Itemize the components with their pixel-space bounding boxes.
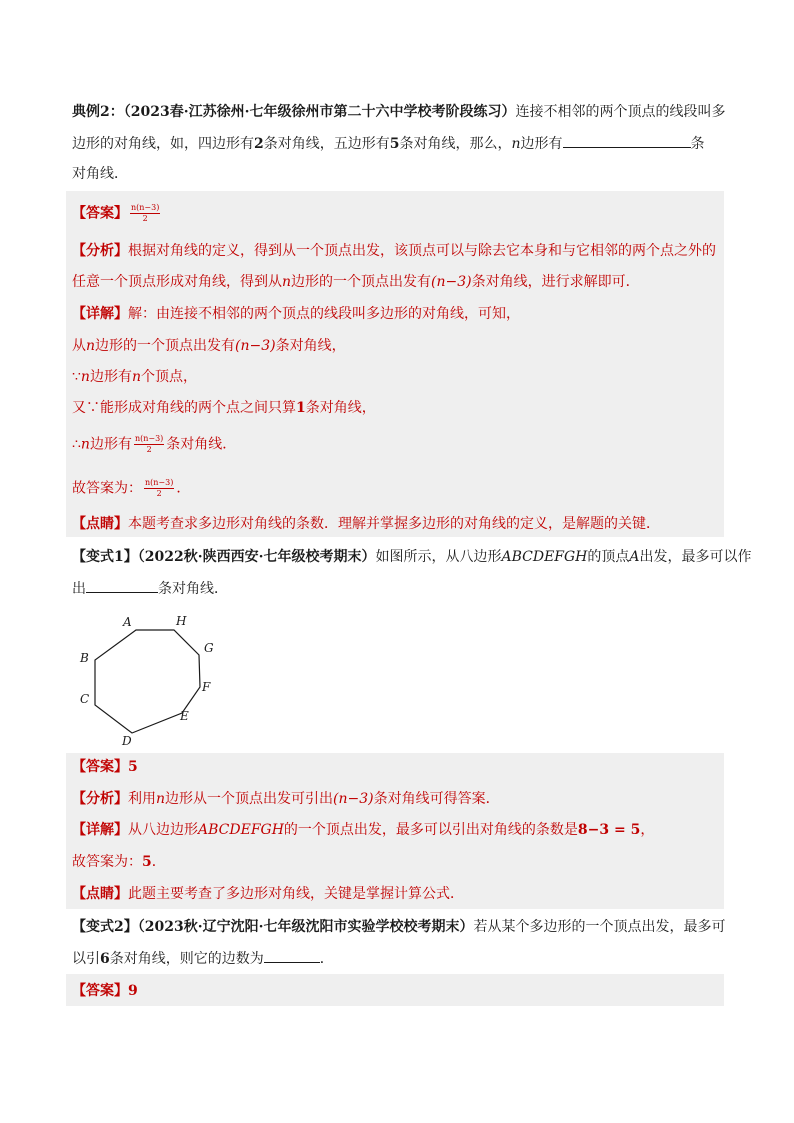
variant1-label: 【变式1】	[72, 549, 138, 565]
question-text: 条对角线，那么，	[399, 136, 512, 152]
variant2-solution-box	[66, 974, 724, 1006]
variant1-question-line1	[72, 547, 752, 567]
variant1-answer	[72, 757, 138, 777]
therefore-symbol: ∴	[72, 436, 81, 453]
detail-text: ，	[640, 822, 655, 838]
because-symbol: ∵	[72, 369, 81, 385]
variant2-source: （2023秋·辽宁沈阳·七年级沈阳市实验学校校考期末）	[137, 919, 474, 935]
question-text: 出发，最多可以作	[639, 549, 752, 565]
fraction	[144, 478, 174, 499]
octagon-name: ABCDEFGH	[501, 549, 588, 565]
number-6: 6	[100, 951, 110, 967]
answer-blank[interactable]	[86, 578, 158, 593]
analysis-text: 条对角线可得答案．	[373, 791, 500, 807]
question-text: 出	[72, 581, 86, 597]
analysis-text: 边形的一个顶点出发有	[291, 274, 432, 290]
detail-text: 条对角线，	[305, 400, 376, 416]
detail-text: 又∵能形成对角线的两个点之间只算	[72, 400, 296, 416]
detail-text: 条对角线．	[166, 436, 237, 453]
question-text: 条	[690, 136, 705, 152]
variable-n: n	[156, 791, 166, 807]
example2-detail-line2	[72, 336, 346, 356]
detail-text: ．	[151, 854, 166, 870]
answer-tag: 【答案】	[72, 983, 128, 999]
detail-tag: 【详解】	[72, 306, 128, 322]
question-text: 如图所示，从八边形	[375, 549, 502, 565]
example2-comment	[72, 514, 660, 534]
variable-n: n	[511, 136, 521, 152]
number-2: 2	[254, 136, 264, 152]
detail-text: 故答案为：	[72, 854, 142, 870]
example2-question-line3: 对角线．	[72, 166, 128, 182]
answer-blank[interactable]	[563, 133, 691, 148]
variable-n: n	[86, 338, 96, 354]
detail-text: 从	[72, 338, 86, 354]
variant1-detail-line2	[72, 852, 166, 872]
variant1-question-line2	[72, 578, 228, 599]
comment-tag: 【点睛】	[72, 886, 128, 902]
fraction-numerator: n(n−3)	[145, 478, 174, 487]
vertex-label-d: D	[122, 734, 132, 748]
example2-detail-line6	[72, 478, 190, 499]
detail-text: ．	[176, 480, 191, 497]
fraction-numerator: n(n−3)	[131, 203, 160, 212]
comment-text: 此题主要考查了多边形对角线，关键是掌握计算公式．	[128, 886, 464, 902]
analysis-text: 边形从一个顶点出发可引出	[165, 791, 334, 807]
variant2-answer	[72, 981, 138, 1001]
example2-answer	[72, 203, 162, 224]
detail-text: 解：由连接不相邻的两个顶点的线段叫多边形的对角线，可知，	[128, 306, 520, 322]
answer-fraction	[130, 203, 160, 224]
detail-tag: 【详解】	[72, 822, 128, 838]
question-text: 边形的对角线，如，四边形有	[72, 136, 254, 152]
answer-tag: 【答案】	[72, 205, 128, 222]
example2-question-line2	[72, 133, 705, 154]
variable-n: n	[80, 436, 90, 453]
variant1-detail	[72, 820, 654, 840]
answer-value: 5	[142, 854, 152, 870]
number-5: 5	[389, 136, 400, 152]
detail-text: 的一个顶点出发，最多可以引出对角线的条数是	[283, 822, 578, 838]
detail-text: 从八边边形	[128, 822, 198, 838]
example2-analysis-line1	[72, 241, 716, 261]
comment-tag: 【点睛】	[72, 516, 128, 532]
variable-n: n	[80, 369, 90, 385]
answer-blank[interactable]	[264, 948, 320, 963]
expression: 8−3 = 5	[577, 822, 641, 838]
question-text: ．	[319, 951, 334, 967]
expression: (n−3)	[431, 274, 472, 290]
example2-detail-line3	[72, 367, 197, 387]
question-text: 边形有	[520, 136, 563, 152]
variable-n: n	[131, 369, 141, 385]
vertex-label-a: A	[123, 615, 132, 629]
variant2-question-line2	[72, 948, 334, 969]
analysis-text: 条对角线，进行求解即可．	[471, 274, 640, 290]
expression: (n−3)	[235, 338, 276, 354]
octagon-figure	[70, 605, 230, 750]
example2-detail-line1	[72, 304, 520, 324]
question-text: 条对角线．	[158, 581, 228, 597]
example2-detail-line5	[72, 434, 236, 455]
example2-question-text: 连接不相邻的两个顶点的线段叫多	[515, 104, 726, 120]
question-text: 以引	[72, 951, 100, 967]
vertex-label-c: C	[80, 692, 90, 706]
detail-text: 边形的一个顶点出发有	[95, 338, 236, 354]
example2-source: （2023春·江苏徐州·七年级徐州市第二十六中学校考阶段练习）	[123, 104, 516, 120]
analysis-text: 任意一个顶点形成对角线，得到从	[72, 274, 282, 290]
octagon-name: ABCDEFGH	[198, 822, 284, 838]
analysis-tag: 【分析】	[72, 791, 128, 807]
variable-n: n	[282, 274, 292, 290]
answer-value: 9	[128, 983, 138, 999]
question-text: 若从某个多边形的一个顶点出发，最多可	[473, 919, 726, 935]
fraction-denominator: 2	[146, 445, 152, 454]
variant2-question-line1	[72, 917, 725, 937]
variant1-analysis	[72, 789, 500, 809]
vertex-label-g: G	[204, 641, 214, 655]
example2-analysis-line2	[72, 272, 640, 292]
number-1: 1	[296, 400, 306, 416]
detail-text: 边形有	[89, 369, 132, 385]
variant2-label: 【变式2】	[72, 919, 138, 935]
question-text: 的顶点	[587, 549, 630, 565]
analysis-text: 利用	[128, 791, 156, 807]
variant1-comment	[72, 884, 464, 904]
example2-label: 典例2：	[72, 104, 124, 120]
analysis-tag: 【分析】	[72, 243, 128, 259]
expression: (n−3)	[333, 791, 374, 807]
question-text: 条对角线，五边形有	[263, 136, 390, 152]
answer-tag: 【答案】	[72, 759, 128, 775]
fraction-denominator: 2	[156, 489, 162, 498]
vertex-label-e: E	[180, 709, 189, 723]
vertex-label-f: F	[202, 680, 211, 694]
detail-text: 故答案为：	[72, 480, 142, 497]
detail-text: 边形有	[89, 436, 132, 453]
example2-detail-line4	[72, 398, 376, 418]
example2-question-line1	[72, 102, 725, 122]
vertex-label-b: B	[80, 651, 89, 665]
vertex-name: A	[629, 549, 640, 565]
analysis-text: 根据对角线的定义，得到从一个顶点出发，该顶点可以与除去它本身和与它相邻的两个点之外的	[128, 243, 716, 259]
detail-text: 个顶点，	[140, 369, 197, 385]
fraction-numerator: n(n−3)	[134, 434, 164, 443]
variant1-source: （2022秋·陕西西安·七年级校考期末）	[137, 549, 376, 565]
vertex-label-h: H	[176, 614, 187, 628]
comment-text: 本题考查求多边形对角线的条数．理解并掌握多边形的对角线的定义，是解题的关键．	[128, 516, 660, 532]
detail-text: 条对角线，	[275, 338, 346, 354]
question-text: 条对角线，则它的边数为	[109, 951, 264, 967]
fraction-denominator: 2	[142, 214, 148, 223]
answer-value: 5	[128, 759, 138, 775]
fraction	[134, 434, 164, 455]
